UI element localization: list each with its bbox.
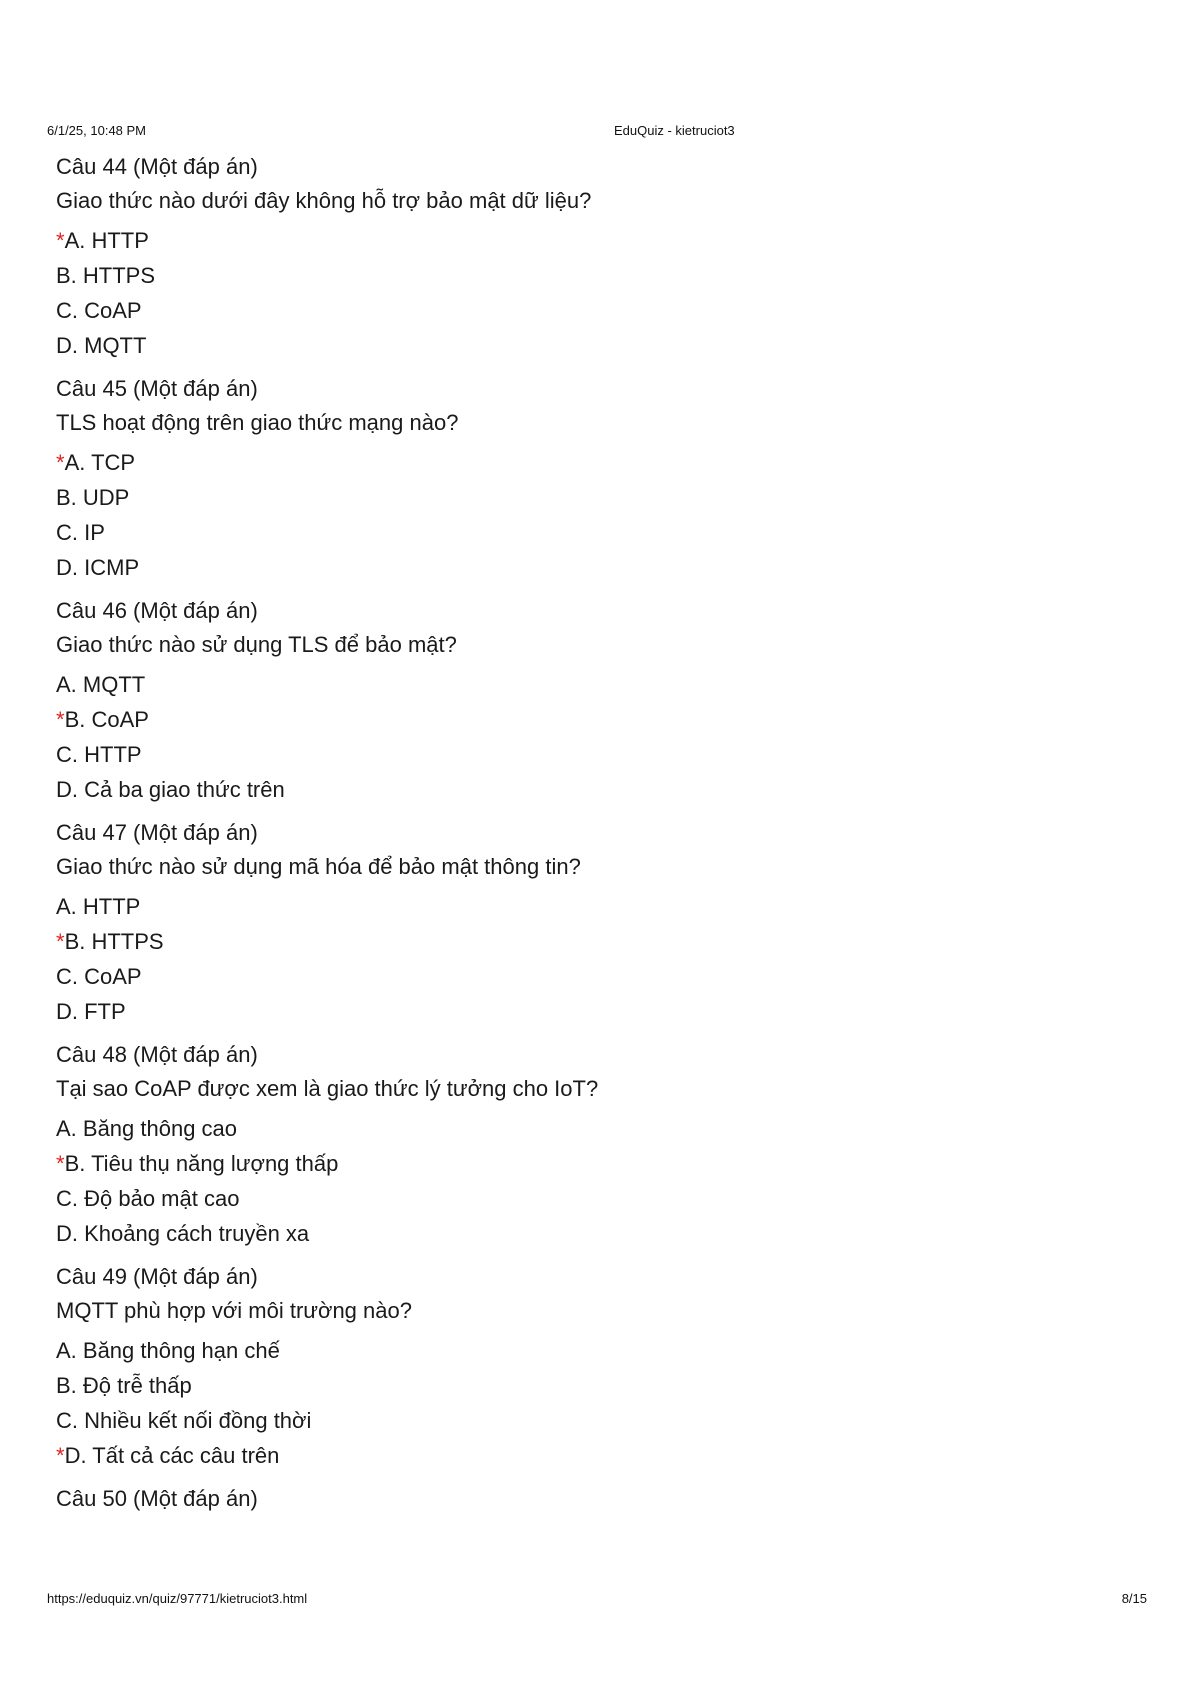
- question-spacer: [56, 363, 1106, 372]
- option-label: C. Độ bảo mật cao: [56, 1186, 240, 1211]
- option-label: A. HTTP: [56, 894, 141, 919]
- correct-marker: *: [56, 929, 65, 954]
- question-text: TLS hoạt động trên giao thức mạng nào?: [56, 410, 459, 435]
- question-spacer: [56, 1251, 1106, 1260]
- answer-option[interactable]: [56, 667, 1106, 702]
- question-46: [56, 594, 1106, 807]
- option-label: C. CoAP: [56, 298, 142, 323]
- option-label: B. UDP: [56, 485, 130, 510]
- option-label: A. Băng thông hạn chế: [56, 1338, 280, 1363]
- correct-marker: *: [56, 450, 65, 475]
- option-label: A. HTTP: [64, 228, 149, 253]
- answer-option[interactable]: [56, 994, 1106, 1029]
- question-text: Giao thức nào sử dụng mã hóa để bảo mật thông tin?: [56, 854, 581, 879]
- answer-option[interactable]: [56, 702, 1106, 737]
- option-label: A. Băng thông cao: [56, 1116, 238, 1141]
- question-heading: Câu 46 (Một đáp án): [56, 598, 258, 623]
- quiz-content: [56, 150, 1106, 1516]
- print-datetime: 6/1/25, 10:48 PM: [47, 123, 147, 138]
- option-label: D. Cả ba giao thức trên: [56, 777, 285, 802]
- answer-option[interactable]: [56, 959, 1106, 994]
- question-text: Giao thức nào sử dụng TLS để bảo mật?: [56, 632, 457, 657]
- question-heading: Câu 47 (Một đáp án): [56, 820, 258, 845]
- correct-marker: *: [56, 1443, 65, 1468]
- answer-option[interactable]: [56, 480, 1106, 515]
- question-spacer: [56, 1473, 1106, 1482]
- question-heading: Câu 45 (Một đáp án): [56, 376, 258, 401]
- answer-option[interactable]: [56, 1181, 1106, 1216]
- answer-option[interactable]: [56, 889, 1106, 924]
- page-url[interactable]: https://eduquiz.vn/quiz/97771/kietruciot3.html: [47, 1591, 308, 1606]
- answer-option[interactable]: [56, 1333, 1106, 1368]
- option-label: A. MQTT: [56, 672, 146, 697]
- answer-option[interactable]: [56, 1403, 1106, 1438]
- option-label: C. Nhiều kết nối đồng thời: [56, 1408, 312, 1433]
- option-label: B. CoAP: [64, 707, 149, 732]
- question-48: [56, 1038, 1106, 1251]
- correct-marker: *: [56, 228, 65, 253]
- question-heading: Câu 48 (Một đáp án): [56, 1042, 258, 1067]
- option-label: A. TCP: [64, 450, 136, 475]
- option-label: D. MQTT: [56, 333, 147, 358]
- question-spacer: [56, 585, 1106, 594]
- option-label: D. ICMP: [56, 555, 140, 580]
- option-label: D. Tất cả các câu trên: [64, 1443, 280, 1468]
- answer-option[interactable]: [56, 1216, 1106, 1251]
- correct-marker: *: [56, 1151, 65, 1176]
- answer-option[interactable]: [56, 924, 1106, 959]
- print-footer: [47, 1591, 1147, 1609]
- question-50: [56, 1482, 1106, 1516]
- option-label: B. HTTPS: [56, 263, 156, 288]
- option-label: B. HTTPS: [64, 929, 164, 954]
- answer-option[interactable]: [56, 1438, 1106, 1473]
- answer-option[interactable]: [56, 258, 1106, 293]
- option-label: C. CoAP: [56, 964, 142, 989]
- question-heading: Câu 50 (Một đáp án): [56, 1486, 258, 1511]
- question-49: [56, 1260, 1106, 1473]
- answer-option[interactable]: [56, 737, 1106, 772]
- question-spacer: [56, 1029, 1106, 1038]
- answer-option[interactable]: [56, 223, 1106, 258]
- document-title: EduQuiz - kietruciot3: [614, 123, 735, 138]
- question-text: Tại sao CoAP được xem là giao thức lý tưởng cho IoT?: [56, 1076, 599, 1101]
- page-number: 8/15: [1121, 1591, 1147, 1606]
- correct-marker: *: [56, 707, 65, 732]
- question-heading: Câu 49 (Một đáp án): [56, 1264, 258, 1289]
- print-header: [47, 123, 1147, 141]
- answer-option[interactable]: [56, 1368, 1106, 1403]
- answer-option[interactable]: [56, 515, 1106, 550]
- option-label: B. Tiêu thụ năng lượng thấp: [64, 1151, 339, 1176]
- question-text: MQTT phù hợp với môi trường nào?: [56, 1298, 412, 1323]
- answer-option[interactable]: [56, 772, 1106, 807]
- answer-option[interactable]: [56, 550, 1106, 585]
- option-label: C. IP: [56, 520, 105, 545]
- answer-option[interactable]: [56, 293, 1106, 328]
- option-label: D. Khoảng cách truyền xa: [56, 1221, 310, 1246]
- option-label: C. HTTP: [56, 742, 142, 767]
- question-45: [56, 372, 1106, 585]
- question-spacer: [56, 807, 1106, 816]
- question-text: Giao thức nào dưới đây không hỗ trợ bảo mật dữ liệu?: [56, 188, 592, 213]
- answer-option[interactable]: [56, 1146, 1106, 1181]
- option-label: B. Độ trễ thấp: [56, 1373, 192, 1398]
- question-heading: Câu 44 (Một đáp án): [56, 154, 258, 179]
- question-44: [56, 150, 1106, 363]
- option-label: D. FTP: [56, 999, 126, 1024]
- question-47: [56, 816, 1106, 1029]
- answer-option[interactable]: [56, 445, 1106, 480]
- answer-option[interactable]: [56, 1111, 1106, 1146]
- answer-option[interactable]: [56, 328, 1106, 363]
